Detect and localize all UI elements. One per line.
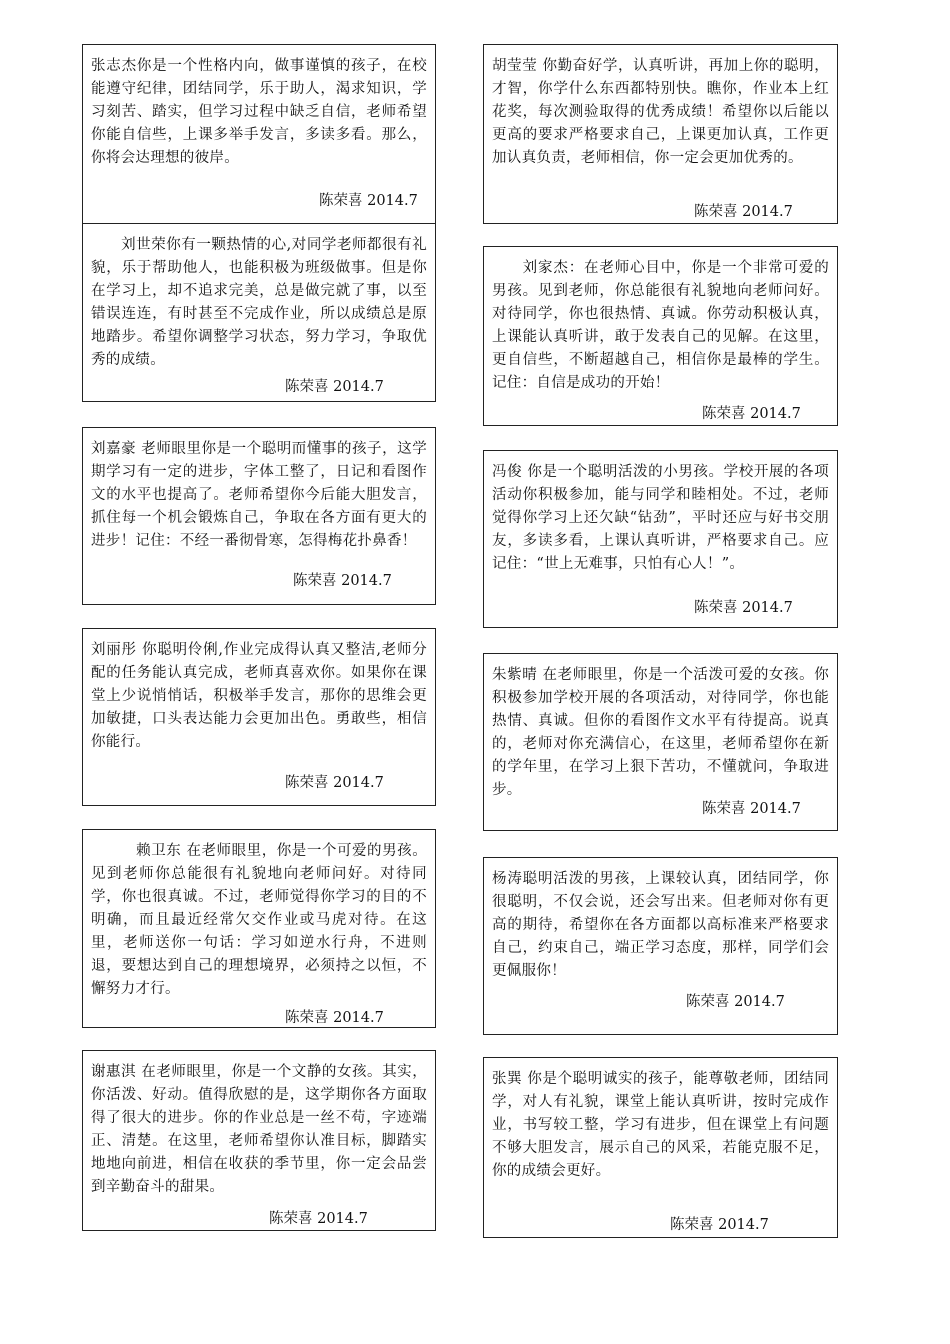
teacher-signature: 陈荣喜 2014.7 (319, 193, 418, 209)
comment-text: 谢惠淇 在老师眼里，你是一个文静的女孩。其实，你活泼、好动。值得欣慰的是，这学期你各方面取得了很大的进步。你的作业总是一丝不苟，字迹端正、清楚。在这里，老师希望你认准目标，脚踏实地地向前进，相信在收获的季节里，你一定会品尝到辛勤奋斗的甜果。 (91, 1064, 427, 1195)
teacher-signature: 陈荣喜 2014.7 (285, 1010, 384, 1026)
comment-card-liu-jiahao (82, 427, 436, 605)
teacher-signature: 陈荣喜 2014.7 (694, 600, 793, 616)
teacher-signature: 陈荣喜 2014.7 (670, 1217, 769, 1233)
comment-text: 刘丽彤 你聪明伶俐,作业完成得认真又整洁,老师分配的任务能认真完成，老师真喜欢你。如果你在课堂上少说悄悄话，积极举手发言，那你的思维会更加敏捷，口头表达能力会更加出色。勇敢些，相信你能行。 (91, 642, 427, 750)
comment-text: 刘嘉豪 老师眼里你是一个聪明而懂事的孩子，这学期学习有一定的进步，字体工整了，日记和看图作文的水平也提高了。老师希望你今后能大胆发言，抓住每一个机会锻炼自己，争取在各方面有更大的进步！记住：不经一番彻骨寒，怎得梅花扑鼻香！ (91, 441, 427, 549)
teacher-signature: 陈荣喜 2014.7 (694, 204, 793, 220)
comment-text: 胡莹莹 你勤奋好学，认真听讲，再加上你的聪明，才智，你学什么东西都特别快。瞧你，作业本上红花奖，每次测验取得的优秀成绩！希望你以后能以更高的要求严格要求自己，上课更加认真，工作更加认真负责，老师相信，你一定会更加优秀的。 (492, 58, 829, 166)
comment-text: 张巽 你是个聪明诚实的孩子，能尊敬老师，团结同学，对人有礼貌，课堂上能认真听讲，按时完成作业，书写较工整，学习有进步，但在课堂上有问题不够大胆发言，展示自己的风采，若能克服不足，你的成绩会更好。 (492, 1071, 829, 1179)
teacher-signature: 陈荣喜 2014.7 (293, 573, 392, 589)
comment-text: 冯俊 你是一个聪明活泼的小男孩。学校开展的各项活动你积极参加，能与同学和睦相处。不过，老师觉得你学习上还欠缺“钻劲”，平时还应与好书交朋友，多读多看，上课认真听讲，严格要求自己。应记住：“世上无难事，只怕有心人！”。 (492, 464, 829, 572)
comment-card-lai-weidong (82, 829, 436, 1028)
comment-card-xie-huiqi (82, 1050, 436, 1231)
comment-text: 刘家杰：在老师心目中，你是一个非常可爱的男孩。见到老师，你总能很有礼貌地向老师问好。对待同学，你也很热情、真诚。你劳动积极认真，上课能认真听讲，敢于发表自己的见解。在这里，更自信些，不断超越自己，相信你是最棒的学生。记住：自信是成功的开始！ (492, 260, 829, 391)
comment-card-liu-jiajie (483, 246, 838, 426)
teacher-signature: 陈荣喜 2014.7 (702, 406, 801, 422)
comment-card-feng-jun (483, 450, 838, 628)
teacher-signature: 陈荣喜 2014.7 (702, 801, 801, 817)
comment-card-zhu-ziqing (483, 653, 838, 831)
teacher-signature: 陈荣喜 2014.7 (285, 775, 384, 791)
comment-text: 刘世荣你有一颗热情的心,对同学老师都很有礼貌，乐于帮助他人，也能积极为班级做事。但是你在学习上，却不追求完美，总是做完就了事，以至错误连连，有时甚至不完成作业，所以成绩总是原地踏步。希望你调整学习状态，努力学习，争取优秀的成绩。 (91, 237, 427, 368)
comment-card-liu-litong (82, 628, 436, 806)
teacher-signature: 陈荣喜 2014.7 (269, 1211, 368, 1227)
teacher-signature: 陈荣喜 2014.7 (285, 379, 384, 395)
comment-text: 杨涛聪明活泼的男孩，上课较认真，团结同学，你很聪明，不仅会说，还会写出来。但老师对你有更高的期待，希望你在各方面都以高标准来严格要求自己，约束自己，端正学习态度，那样，同学们会更佩服你！ (492, 871, 829, 979)
comment-card-zhang-xun (483, 1057, 838, 1238)
comment-text: 朱紫晴 在老师眼里，你是一个活泼可爱的女孩。你积极参加学校开展的各项活动，对待同学，你也能热情、真诚。但你的看图作文水平有待提高。说真的，老师对你充满信心，在这里，老师希望你在新的学年里，在学习上狠下苦功，不懂就问，争取进步。 (492, 667, 829, 798)
comment-card-hu-yingying (483, 44, 838, 224)
comment-text: 张志杰你是一个性格内向，做事谨慎的孩子，在校能遵守纪律，团结同学，乐于助人，渴求知识，学习刻苦、踏实，但学习过程中缺乏自信，老师希望你能自信些，上课多举手发言，多读多看。那么，你将会达理想的彼岸。 (91, 58, 427, 166)
comment-card-liu-shirong (82, 223, 436, 402)
comment-card-zhang-zhijie (82, 44, 436, 224)
comment-card-yang-tao (483, 857, 838, 1035)
teacher-signature: 陈荣喜 2014.7 (686, 994, 785, 1010)
comment-text: 赖卫东 在老师眼里，你是一个可爱的男孩。见到老师你总能很有礼貌地向老师问好。对待同学，你也很真诚。不过，老师觉得你学习的目的不明确，而且最近经常欠交作业或马虎对待。在这里，老师送你一句话：学习如逆水行舟，不进则退，要想达到自己的理想境界，必须持之以恒，不懈努力才行。 (91, 843, 427, 997)
